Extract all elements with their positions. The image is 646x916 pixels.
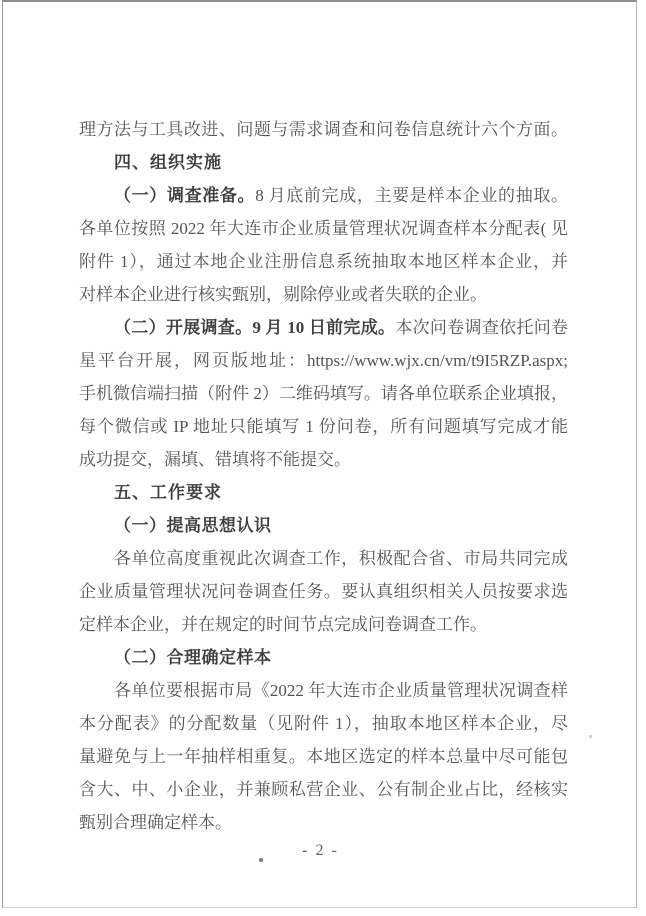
text-line xyxy=(79,443,568,476)
text-line xyxy=(79,575,568,608)
text-line xyxy=(79,179,568,212)
bold-text-segment: （一）提高思想认识 xyxy=(114,516,272,535)
text-line xyxy=(79,707,568,740)
bold-text-segment: （二）合理确定样本 xyxy=(114,648,272,667)
text-segment: 量避免与上一年抽样相重复。本地区选定的样本总量中尽可能包 xyxy=(79,747,568,766)
text-line xyxy=(79,113,568,146)
text-line xyxy=(79,245,568,278)
text-line xyxy=(79,377,568,410)
text-line xyxy=(79,773,568,806)
text-segment: 理方法与工具改进、问题与需求调查和问卷信息统计六个方面。 xyxy=(79,120,568,139)
text-segment: 8 月底前完成，主要是样本企业的抽取。 xyxy=(255,186,569,205)
text-segment: 企业质量管理状况问卷调查任务。要认真组织相关人员按要求选 xyxy=(79,582,568,601)
text-segment: 成功提交，漏填、错填将不能提交。 xyxy=(79,450,351,469)
text-line xyxy=(79,806,568,839)
text-segment: 各单位要根据市局《2022 年大连市企业质量管理状况调查样 xyxy=(114,681,568,700)
text-segment: 手机微信端扫描（附件 2）二维码填写。请各单位联系企业填报， xyxy=(79,384,568,403)
text-segment: 本分配表》的分配数量（见附件 1），抽取本地区样本企业，尽 xyxy=(79,714,568,733)
page-number: - 2 - xyxy=(302,842,339,859)
text-segment: 对样本企业进行核实甄别，剔除停业或者失联的企业。 xyxy=(79,285,487,304)
text-segment: 星平台开展，网页版地址：https://www.wjx.cn/vm/t9I5RZP.aspx; xyxy=(79,351,568,370)
text-line xyxy=(79,212,568,245)
text-line xyxy=(79,344,568,377)
text-segment: 含大、中、小企业，并兼顾私营企业、公有制企业占比，经核实 xyxy=(79,780,568,799)
text-line xyxy=(79,278,568,311)
text-line xyxy=(79,410,568,443)
text-segment: 附件 1），通过本地企业注册信息系统抽取本地区样本企业，并 xyxy=(79,252,568,271)
scan-speck xyxy=(589,735,592,738)
document-page xyxy=(2,0,637,908)
bold-text-segment: 五、工作要求 xyxy=(114,483,222,502)
document-body xyxy=(79,113,568,839)
text-segment: 甄别合理确定样本。 xyxy=(79,813,232,832)
text-segment: 各单位按照 2022 年大连市企业质量管理状况调查样本分配表( 见 xyxy=(79,219,568,238)
scan-speck xyxy=(259,858,263,862)
text-line xyxy=(79,509,568,542)
text-segment: 本次问卷调查依托问卷 xyxy=(395,318,569,337)
text-line xyxy=(79,542,568,575)
text-line xyxy=(79,146,568,179)
text-line xyxy=(79,311,568,344)
text-line xyxy=(79,641,568,674)
text-segment: 每个微信或 IP 地址只能填写 1 份问卷，所有问题填写完成才能 xyxy=(79,417,568,436)
text-segment: 各单位高度重视此次调查工作，积极配合省、市局共同完成 xyxy=(114,549,568,568)
bold-text-segment: （一）调查准备。 xyxy=(114,186,256,205)
text-line xyxy=(79,608,568,641)
text-line xyxy=(79,476,568,509)
bold-text-segment: 四、组织实施 xyxy=(114,153,222,172)
text-segment: 定样本企业，并在规定的时间节点完成问卷调查工作。 xyxy=(79,615,487,634)
text-line xyxy=(79,740,568,773)
bold-text-segment: （二）开展调查。9 月 10 日前完成。 xyxy=(114,318,396,337)
text-line xyxy=(79,674,568,707)
